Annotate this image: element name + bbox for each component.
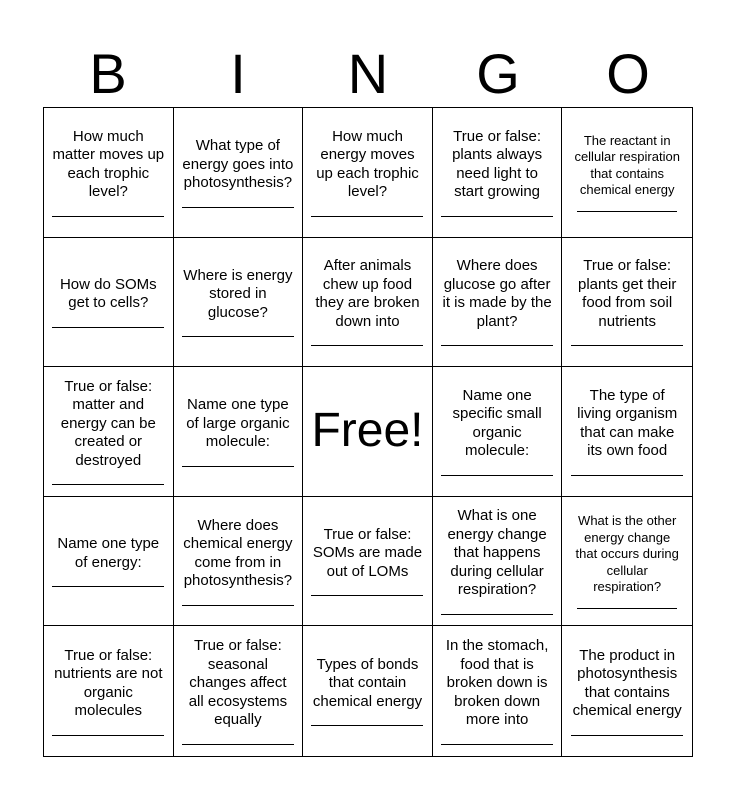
bingo-cell — [303, 497, 433, 627]
cell-content — [50, 378, 167, 486]
cell-prompt: True or false: SOMs are made out of LOMs — [312, 525, 423, 580]
answer-line — [571, 475, 683, 476]
bingo-cell — [44, 367, 174, 497]
cell-prompt: What is the other energy change that occurs during cellular respiration? — [575, 513, 679, 595]
cell-content — [309, 257, 426, 346]
answer-line — [571, 345, 683, 346]
answer-line — [571, 735, 683, 736]
bingo-header — [43, 40, 693, 108]
answer-line — [182, 744, 294, 745]
bingo-cell — [303, 626, 433, 756]
bingo-cell — [303, 238, 433, 368]
cell-prompt: How do SOMs get to cells? — [59, 275, 157, 312]
answer-line — [52, 735, 164, 736]
answer-line — [182, 466, 294, 467]
bingo-cell — [562, 497, 692, 627]
answer-line — [52, 327, 164, 328]
bingo-cell — [44, 497, 174, 627]
answer-line — [577, 608, 677, 609]
cell-content — [50, 535, 167, 587]
bingo-cell — [562, 367, 692, 497]
cell-content — [180, 517, 297, 606]
bingo-cell — [174, 497, 304, 627]
bingo-cell — [562, 238, 692, 368]
header-letter-i: I — [230, 42, 246, 105]
cell-prompt: The product in photosynthesis that contains chemical energy — [572, 646, 682, 720]
bingo-cell — [433, 626, 563, 756]
cell-content — [568, 387, 686, 476]
bingo-cell — [174, 626, 304, 756]
cell-prompt: True or false: seasonal changes affect all ecosystems equally — [188, 637, 288, 729]
free-space — [303, 367, 433, 497]
cell-prompt: True or false: plants get their food from soil nutrients — [577, 257, 677, 330]
cell-content — [180, 137, 297, 208]
answer-line — [441, 216, 553, 217]
cell-prompt: How much matter moves up each trophic level? — [52, 127, 165, 201]
cell-prompt: What type of energy goes into photosynthesis? — [182, 137, 294, 192]
cell-prompt: Where does glucose go after it is made by the plant? — [442, 257, 552, 330]
bingo-cell — [44, 626, 174, 756]
cell-content — [180, 267, 297, 338]
cell-content — [439, 387, 556, 476]
answer-line — [311, 595, 423, 596]
cell-content — [180, 637, 297, 745]
bingo-cell — [433, 108, 563, 238]
answer-line — [52, 216, 164, 217]
bingo-cell — [303, 108, 433, 238]
answer-line — [182, 336, 294, 337]
bingo-cell — [562, 108, 692, 238]
cell-prompt: Where does chemical energy come from in photosynthesis? — [183, 516, 293, 590]
free-space-label: Free! — [311, 404, 424, 458]
cell-content — [180, 396, 297, 467]
bingo-cell — [433, 367, 563, 497]
bingo-board — [43, 107, 693, 757]
cell-content — [568, 133, 686, 212]
bingo-cell — [44, 108, 174, 238]
answer-line — [441, 475, 553, 476]
answer-line — [577, 211, 677, 212]
cell-content — [568, 647, 686, 736]
bingo-cell — [433, 238, 563, 368]
cell-prompt: Where is energy stored in glucose? — [183, 266, 293, 321]
cell-content — [50, 128, 167, 217]
cell-content — [50, 276, 167, 328]
cell-prompt: Name one specific small organic molecule: — [452, 386, 542, 460]
cell-prompt: True or false: plants always need light to start growing — [452, 127, 543, 201]
cell-prompt: The reactant in cellular respiration that contains chemical energy — [574, 132, 680, 198]
cell-content — [309, 128, 426, 217]
header-letter-g: G — [476, 42, 520, 105]
bingo-cell — [174, 367, 304, 497]
cell-prompt: True or false: matter and energy can be created or destroyed — [60, 377, 156, 469]
answer-line — [441, 614, 553, 615]
cell-prompt: Name one type of large organic molecule: — [186, 396, 290, 451]
cell-prompt: After animals chew up food they are broken down into — [315, 257, 420, 330]
cell-prompt: The type of living organism that can make its own food — [577, 386, 678, 460]
cell-prompt: True or false: nutrients are not organic molecules — [54, 646, 163, 720]
answer-line — [52, 586, 164, 587]
cell-prompt: How much energy moves up each trophic level? — [316, 127, 419, 201]
answer-line — [311, 216, 423, 217]
answer-line — [311, 345, 423, 346]
answer-line — [52, 484, 164, 485]
cell-content — [568, 257, 686, 346]
cell-content — [309, 526, 426, 597]
cell-prompt: In the stomach, food that is broken down is broken down more into — [445, 637, 549, 729]
cell-content — [50, 647, 167, 736]
cell-content — [439, 507, 556, 615]
cell-content — [439, 637, 556, 745]
header-letter-n: N — [347, 42, 389, 105]
cell-content — [309, 656, 426, 727]
header-letter-b: B — [89, 42, 127, 105]
answer-line — [311, 725, 423, 726]
bingo-cell — [174, 108, 304, 238]
cell-prompt: What is one energy change that happens during cellular respiration? — [447, 507, 547, 599]
bingo-cell — [562, 626, 692, 756]
answer-line — [441, 345, 553, 346]
cell-content — [439, 128, 556, 217]
cell-prompt: Name one type of energy: — [57, 535, 160, 571]
cell-prompt: Types of bonds that contain chemical energy — [312, 655, 423, 710]
cell-content — [439, 257, 556, 346]
bingo-cell — [433, 497, 563, 627]
cell-content — [568, 513, 686, 609]
header-letter-o: O — [606, 42, 650, 105]
answer-line — [182, 605, 294, 606]
answer-line — [182, 207, 294, 208]
bingo-cell — [174, 238, 304, 368]
bingo-cell — [44, 238, 174, 368]
answer-line — [441, 744, 553, 745]
